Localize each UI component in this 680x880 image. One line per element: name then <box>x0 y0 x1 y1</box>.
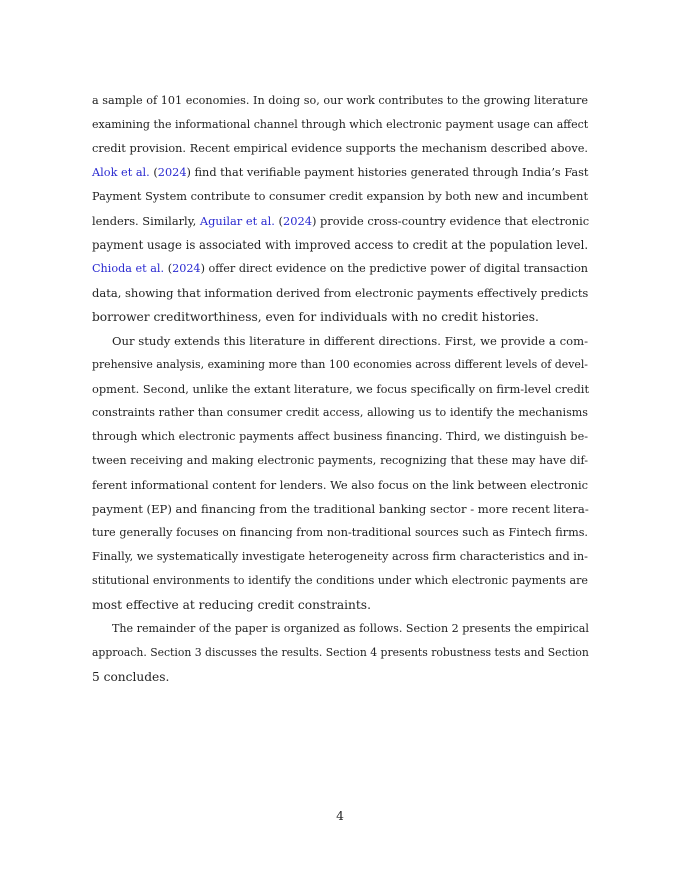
text-line: data, showing that information derived from electronic payments effectively predicts <box>92 286 589 300</box>
citation-link-aguilar-authors[interactable]: Aguilar et al. <box>199 214 275 228</box>
paragraph-2 <box>92 329 588 617</box>
text-line: Alok et al. (2024) find that verifiable payment histories generated through India’s Fast <box>92 166 589 179</box>
text-line: approach. Section 3 discusses the results. Section 4 presents robustness tests and Section <box>92 646 589 659</box>
text-line: Our study extends this literature in different directions. First, we provide a com- <box>112 334 588 348</box>
text-fragment: ) find that verifiable payment histories generated through India’s Fast <box>186 166 589 179</box>
text-line: Chioda et al. (2024) offer direct evidence on the predictive power of digital transaction <box>92 262 589 275</box>
citation-link-chioda-year[interactable]: 2024 <box>172 262 201 275</box>
text-line: lenders. Similarly, Aguilar et al. (2024) provide cross-country evidence that electronic <box>92 214 590 228</box>
text-line: payment (EP) and financing from the traditional banking sector - more recent litera- <box>92 502 589 516</box>
text-line: stitutional environments to identify the conditions under which electronic payments are <box>92 574 588 587</box>
text-line: credit provision. Recent empirical evidence supports the mechanism described above. <box>92 142 588 155</box>
text-line: payment usage is associated with improved access to credit at the population level. <box>92 238 589 252</box>
text-line: Finally, we systematically investigate heterogeneity across firm characteristics and in- <box>92 550 588 563</box>
text-fragment: ) provide cross-country evidence that electronic <box>311 214 590 228</box>
text-line: through which electronic payments affect business financing. Third, we distinguish be- <box>92 430 588 443</box>
text-line: opment. Second, unlike the extant literature, we focus specifically on firm-level credit <box>92 382 590 396</box>
text-line: The remainder of the paper is organized as follows. Section 2 presents the empirical <box>112 622 589 635</box>
paragraph-1 <box>92 89 588 329</box>
text-line: prehensive analysis, examining more than 100 economies across different levels of devel- <box>92 358 588 371</box>
citation-link-alok-year[interactable]: 2024 <box>157 166 187 179</box>
paper-body <box>92 89 588 689</box>
text-line: examining the informational channel through which electronic payment usage can affect <box>92 118 589 131</box>
text-fragment: ) offer direct evidence on the predictive power of digital transaction <box>200 262 589 275</box>
text-line: ferent informational content for lenders. We also focus on the link between electronic <box>92 478 589 492</box>
text-fragment: lenders. Similarly, <box>92 214 200 228</box>
citation-link-aguilar-year[interactable]: 2024 <box>282 214 312 228</box>
text-line: tween receiving and making electronic payments, recognizing that these may have dif- <box>92 454 588 467</box>
text-line: borrower creditworthiness, even for individuals with no credit histories. <box>92 310 539 324</box>
page-number: 4 <box>336 809 344 823</box>
paragraph-3 <box>92 617 588 689</box>
citation-link-chioda-authors[interactable]: Chioda et al. <box>92 262 165 275</box>
text-line: 5 concludes. <box>92 670 170 684</box>
text-line: constraints rather than consumer credit access, allowing us to identify the mechanisms <box>92 406 588 419</box>
text-line: most effective at reducing credit constraints. <box>92 598 371 612</box>
text-line: a sample of 101 economies. In doing so, our work contributes to the growing literature <box>92 94 588 107</box>
text-line: Payment System contribute to consumer credit expansion by both new and incumbent <box>92 190 588 203</box>
citation-link-alok-authors[interactable]: Alok et al. <box>92 166 150 179</box>
text-line: ture generally focuses on financing from non-traditional sources such as Fintech firms. <box>92 526 588 539</box>
